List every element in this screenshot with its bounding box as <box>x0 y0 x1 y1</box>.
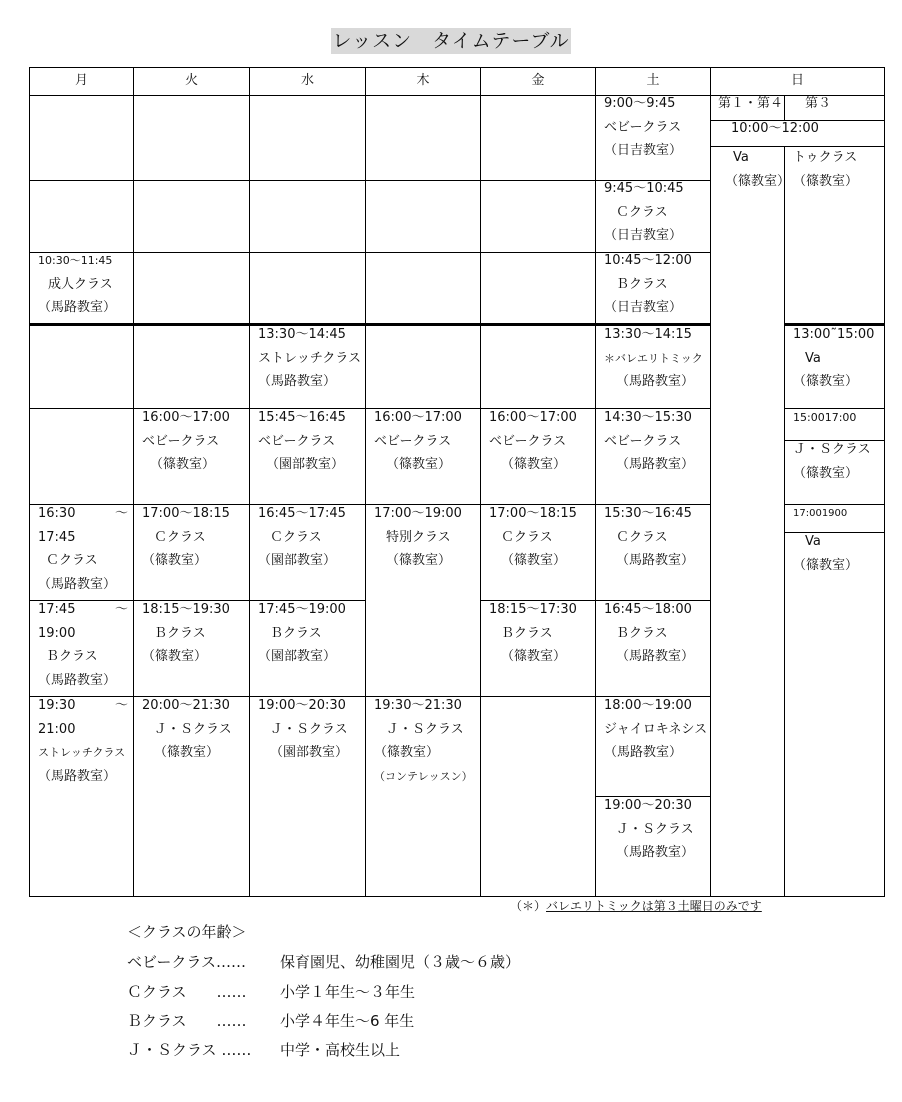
sun-c-time: 15:0017:00 <box>793 411 857 424</box>
location: （馬路教室） <box>616 457 695 472</box>
class-name: ベビークラス <box>604 433 682 449</box>
location: （篠教室） <box>793 173 859 189</box>
location: （園部教室） <box>270 745 349 760</box>
time: 15:45〜16:45 <box>258 410 346 425</box>
time-start: 16:30 <box>38 506 76 521</box>
location: （篠教室） <box>142 649 208 664</box>
time: 16:45〜18:00 <box>604 602 692 617</box>
tilde: 〜 <box>114 506 128 521</box>
legend-desc: 保育園児、幼稚園児（３歳〜６歳） <box>280 953 521 971</box>
sun-d-time: 17:001900 <box>793 508 848 519</box>
sun-toe-cell <box>793 146 858 193</box>
location: （篠教室） <box>501 553 567 568</box>
class-name: Ｊ・Ｓクラス <box>616 821 694 837</box>
sat-cell-8 <box>604 694 707 765</box>
class-name: Va <box>805 350 821 366</box>
location: （園部教室） <box>258 649 337 664</box>
location: （篠教室） <box>501 649 567 664</box>
location: （園部教室） <box>266 457 345 472</box>
time: 10:45〜12:00 <box>604 253 692 268</box>
class-name: Ｂクラス <box>616 276 668 292</box>
time: 18:15〜17:30 <box>489 602 577 617</box>
sat-cell-9 <box>604 794 694 865</box>
location: （篠教室） <box>150 457 216 472</box>
sat-cell-2 <box>604 177 684 248</box>
location: （馬路教室） <box>616 649 695 664</box>
table-border-left <box>29 67 30 897</box>
col-line <box>249 67 250 897</box>
fri-cell-3 <box>489 598 577 669</box>
footnote <box>510 897 762 914</box>
location: （篠教室） <box>374 745 440 760</box>
class-name: Ｂクラス <box>616 625 668 641</box>
class-name: Ｂクラス <box>154 625 206 641</box>
location: （日吉教室） <box>604 228 683 243</box>
class-name: Ｊ・Ｓクラス <box>270 721 348 737</box>
time: 19:30〜21:30 <box>374 698 462 713</box>
col-line <box>710 67 711 897</box>
day-header-tue: 火 <box>184 73 198 88</box>
tue-cell-2 <box>142 502 230 573</box>
legend-name: ベビークラス…… <box>127 953 246 971</box>
class-name: ベビークラス <box>142 433 220 449</box>
time: 14:30〜15:30 <box>604 410 692 425</box>
footnote-mark: （＊） <box>510 899 547 913</box>
time: 9:45〜10:45 <box>604 181 684 196</box>
col-line <box>365 67 366 897</box>
class-name: Ｃクラス <box>154 529 206 545</box>
sat-cell-6 <box>604 502 694 573</box>
day-header-fri: 金 <box>531 73 545 88</box>
note: （コンテレッスン） <box>374 769 473 783</box>
sun-b-cell <box>793 323 874 394</box>
location: （馬路教室） <box>616 374 695 389</box>
location: （篠教室） <box>725 173 791 189</box>
time: 16:00〜17:00 <box>489 410 577 425</box>
legend-name: Ｊ・Ｓクラス …… <box>127 1041 252 1059</box>
time: 19:00〜20:30 <box>258 698 346 713</box>
sun-c-cell <box>793 438 871 485</box>
time-end: 19:00 <box>38 625 76 641</box>
class-name: Ｃクラス <box>501 529 553 545</box>
class-name: Ｊ・Ｓクラス <box>793 442 871 457</box>
time: 17:00〜18:15 <box>142 506 230 521</box>
class-name: Va <box>805 534 821 549</box>
mon-cell-3 <box>38 598 128 692</box>
class-name: Ｃクラス <box>270 529 322 545</box>
time: 16:00〜17:00 <box>374 410 462 425</box>
class-name: トゥクラス <box>793 150 858 165</box>
location: （馬路教室） <box>38 768 117 784</box>
location: （日吉教室） <box>604 300 683 315</box>
class-name: ジャイロキネシス <box>604 721 708 737</box>
tue-cell-1 <box>142 406 230 477</box>
day-header-mon: 月 <box>74 73 88 88</box>
mon-cell-1 <box>38 249 116 320</box>
tilde: 〜 <box>114 698 128 713</box>
location: （日吉教室） <box>604 143 683 158</box>
sun-week14-label: 第１・第４ <box>718 96 784 111</box>
location: （馬路教室） <box>604 745 683 760</box>
class-name: Ｂクラス <box>501 625 553 641</box>
class-name: ベビークラス <box>258 433 336 449</box>
day-header-sun: 日 <box>790 73 804 88</box>
location: （篠教室） <box>793 374 859 389</box>
class-name: Ｊ・Ｓクラス <box>154 721 232 737</box>
legend-desc: 中学・高校生以上 <box>280 1041 401 1059</box>
wed-cell-4 <box>258 598 346 669</box>
location: （篠教室） <box>793 465 859 481</box>
location: （篠教室） <box>501 457 567 472</box>
time: 13:00˜15:00 <box>793 327 875 342</box>
sun-d-cell <box>793 530 858 577</box>
mon-cell-2 <box>38 502 128 596</box>
legend-heading: ＜クラスの年齢＞ <box>127 923 247 941</box>
time: 13:30〜14:15 <box>604 327 692 342</box>
class-name: Ｊ・Ｓクラス <box>386 721 464 737</box>
sat-cell-4 <box>604 323 703 394</box>
col-line <box>480 67 481 897</box>
time: 19:00〜20:30 <box>604 798 692 813</box>
thu-cell-2 <box>374 502 462 573</box>
location: （篠教室） <box>793 557 859 573</box>
fri-cell-1 <box>489 406 577 477</box>
time: 16:45〜17:45 <box>258 506 346 521</box>
tilde: 〜 <box>114 602 128 617</box>
location: （篠教室） <box>386 457 452 472</box>
location: （篠教室） <box>386 553 452 568</box>
class-name: Ｂクラス <box>46 649 98 664</box>
class-name: ベビークラス <box>489 433 567 449</box>
class-name: Ｃクラス <box>616 204 668 220</box>
location: （馬路教室） <box>38 672 117 688</box>
class-name: 特別クラス <box>386 529 451 545</box>
sat-cell-7 <box>604 598 694 669</box>
class-name: ストレッチクラス <box>258 350 361 366</box>
col-line <box>595 67 596 897</box>
class-name: Ｃクラス <box>616 529 668 545</box>
tue-cell-4 <box>142 694 232 765</box>
location: （園部教室） <box>258 553 337 568</box>
day-header-thu: 木 <box>416 73 430 88</box>
location: （馬路教室） <box>616 845 695 860</box>
sat-cell-3 <box>604 249 692 320</box>
time-end: 17:45 <box>38 529 76 545</box>
class-name: ベビークラス <box>374 433 452 449</box>
location: （馬路教室） <box>38 300 117 315</box>
legend-name: Ｂクラス …… <box>127 1012 247 1030</box>
col-line <box>784 146 785 897</box>
time-end: 21:00 <box>38 721 76 737</box>
location: （馬路教室） <box>38 576 117 592</box>
time: 18:00〜19:00 <box>604 698 692 713</box>
time: 16:00〜17:00 <box>142 410 230 425</box>
day-header-sat: 土 <box>646 73 660 88</box>
time-line <box>38 502 128 526</box>
sun-week3-label: 第３ <box>805 96 832 111</box>
col-line <box>133 67 134 897</box>
class-name: ストレッチクラス <box>38 746 126 759</box>
time: 17:00〜18:15 <box>489 506 577 521</box>
sat-cell-1 <box>604 92 682 163</box>
time: 17:00〜19:00 <box>374 506 462 521</box>
time: 9:00〜9:45 <box>604 96 676 111</box>
sat-cell-5 <box>604 406 694 477</box>
time: 10:30〜11:45 <box>38 254 113 267</box>
class-name: Ｂクラス <box>270 625 322 641</box>
wed-cell-2 <box>258 406 346 477</box>
fri-cell-2 <box>489 502 577 573</box>
legend-name: Ｃクラス …… <box>127 983 247 1001</box>
time-start: 17:45 <box>38 602 76 617</box>
time-line <box>38 598 128 622</box>
page-title: レッスン タイムテーブル <box>332 30 570 52</box>
time: 20:00〜21:30 <box>142 698 230 713</box>
sun-week-a-time: 10:00〜12:00 <box>731 121 819 136</box>
time-line <box>38 694 128 718</box>
tue-cell-3 <box>142 598 230 669</box>
legend-desc: 小学４年生〜6 年生 <box>280 1012 415 1030</box>
footnote-text: バレエリトミックは第３土曜日のみです <box>546 899 762 913</box>
location: （馬路教室） <box>258 374 337 389</box>
class-name: ＊バレエリトミック <box>604 351 703 365</box>
time-start: 19:30 <box>38 698 76 713</box>
class-name: Ｃクラス <box>46 553 98 568</box>
wed-cell-1 <box>258 323 361 394</box>
class-name: ベビークラス <box>604 119 682 135</box>
time: 17:45〜19:00 <box>258 602 346 617</box>
mon-cell-4 <box>38 694 128 788</box>
location: （篠教室） <box>142 553 208 568</box>
wed-cell-3 <box>258 502 346 573</box>
time: 15:30〜16:45 <box>604 506 692 521</box>
class-name: Va <box>733 150 749 165</box>
wed-cell-5 <box>258 694 348 765</box>
legend-desc: 小学１年生〜３年生 <box>280 983 416 1001</box>
time: 13:30〜14:45 <box>258 327 346 342</box>
day-header-wed: 水 <box>300 73 314 88</box>
table-border-right <box>884 67 885 897</box>
location: （篠教室） <box>154 745 220 760</box>
row-line <box>29 180 596 181</box>
thu-cell-1 <box>374 406 462 477</box>
thu-cell-3 <box>374 694 473 788</box>
sun-va-cell <box>725 146 791 193</box>
time: 18:15〜19:30 <box>142 602 230 617</box>
class-name: 成人クラス <box>48 276 113 292</box>
location: （馬路教室） <box>616 553 695 568</box>
